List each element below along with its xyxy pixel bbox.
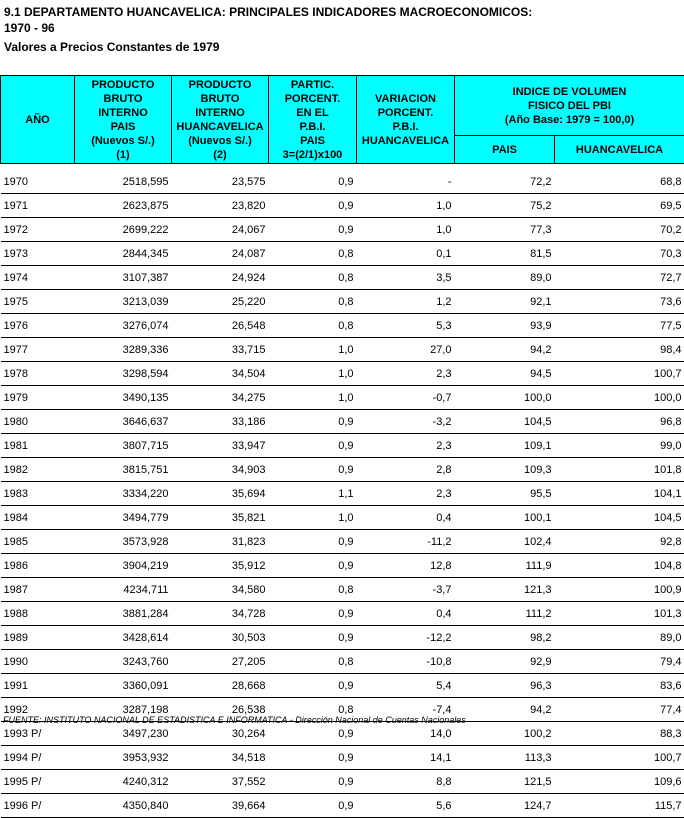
cell-pbi-pais: 3953,932	[75, 746, 172, 770]
cell-participacion: 0,9	[269, 722, 357, 746]
table-row	[1, 386, 684, 410]
cell-indice-pais: 94,2	[455, 338, 555, 362]
cell-pbi-huancavelica: 34,903	[172, 458, 269, 482]
cell-pbi-huancavelica: 35,694	[172, 482, 269, 506]
table-row	[1, 362, 684, 386]
cell-variacion: 5,4	[357, 674, 455, 698]
cell-indice-huancavelica: 88,3	[555, 722, 684, 746]
cell-variacion: 2,3	[357, 482, 455, 506]
header-line: BRUTO	[75, 92, 171, 106]
table-row	[1, 674, 684, 698]
cell-pbi-pais: 3428,614	[75, 626, 172, 650]
cell-variacion: -12,2	[357, 626, 455, 650]
cell-variacion: 12,8	[357, 554, 455, 578]
cell-pbi-huancavelica: 33,947	[172, 434, 269, 458]
cell-pbi-pais: 3289,336	[75, 338, 172, 362]
cell-pbi-pais: 2518,595	[75, 170, 172, 194]
cell-participacion: 0,9	[269, 434, 357, 458]
cell-participacion: 1,0	[269, 362, 357, 386]
cell-indice-pais: 104,5	[455, 410, 555, 434]
cell-pbi-huancavelica: 28,668	[172, 674, 269, 698]
header-pbi-pais	[75, 76, 172, 164]
cell-participacion: 0,9	[269, 746, 357, 770]
cell-year: 1994 P/	[1, 746, 75, 770]
cell-pbi-pais: 3646,637	[75, 410, 172, 434]
cell-indice-huancavelica: 100,7	[555, 746, 684, 770]
cell-pbi-huancavelica: 26,538	[172, 698, 269, 722]
cell-indice-huancavelica: 100,7	[555, 362, 684, 386]
table-row	[1, 530, 684, 554]
cell-variacion: 14,0	[357, 722, 455, 746]
header-indice-huancavelica: HUANCAVELICA	[555, 136, 684, 164]
cell-participacion: 0,9	[269, 770, 357, 794]
cell-pbi-pais: 3573,928	[75, 530, 172, 554]
cell-indice-pais: 72,2	[455, 170, 555, 194]
cell-indice-huancavelica: 100,0	[555, 386, 684, 410]
cell-variacion: -10,8	[357, 650, 455, 674]
cell-indice-pais: 93,9	[455, 314, 555, 338]
cell-indice-huancavelica: 109,6	[555, 770, 684, 794]
cell-indice-huancavelica: 83,6	[555, 674, 684, 698]
cell-variacion: -	[357, 170, 455, 194]
cell-pbi-pais: 4350,840	[75, 794, 172, 818]
cell-participacion: 0,9	[269, 626, 357, 650]
cell-variacion: 0,4	[357, 602, 455, 626]
table-row	[1, 602, 684, 626]
cell-participacion: 0,9	[269, 794, 357, 818]
cell-year: 1987	[1, 578, 75, 602]
cell-pbi-huancavelica: 37,552	[172, 770, 269, 794]
cell-indice-pais: 92,1	[455, 290, 555, 314]
cell-pbi-pais: 3490,135	[75, 386, 172, 410]
cell-participacion: 0,9	[269, 194, 357, 218]
cell-indice-huancavelica: 100,9	[555, 578, 684, 602]
cell-year: 1990	[1, 650, 75, 674]
cell-year: 1995 P/	[1, 770, 75, 794]
cell-indice-huancavelica: 101,3	[555, 602, 684, 626]
cell-indice-pais: 100,1	[455, 506, 555, 530]
cell-pbi-huancavelica: 23,575	[172, 170, 269, 194]
table-row	[1, 314, 684, 338]
cell-pbi-pais: 3213,039	[75, 290, 172, 314]
cell-participacion: 1,0	[269, 386, 357, 410]
cell-variacion: 0,1	[357, 242, 455, 266]
cell-year: 1971	[1, 194, 75, 218]
cell-indice-pais: 81,5	[455, 242, 555, 266]
header-line: PRODUCTO	[172, 78, 268, 92]
table-row	[1, 218, 684, 242]
cell-pbi-huancavelica: 24,067	[172, 218, 269, 242]
table-row	[1, 434, 684, 458]
header-year: AÑO	[1, 76, 75, 164]
header-line: INTERNO	[172, 106, 268, 120]
cell-participacion: 0,9	[269, 170, 357, 194]
header-line: (2)	[172, 148, 268, 162]
cell-participacion: 0,9	[269, 530, 357, 554]
cell-year: 1972	[1, 218, 75, 242]
cell-variacion: 0,4	[357, 506, 455, 530]
table-row	[1, 506, 684, 530]
cell-pbi-huancavelica: 35,912	[172, 554, 269, 578]
table-row	[1, 794, 684, 818]
table-row	[1, 266, 684, 290]
cell-variacion: 5,3	[357, 314, 455, 338]
table-row	[1, 722, 684, 746]
cell-pbi-huancavelica: 39,664	[172, 794, 269, 818]
header-variacion	[357, 76, 455, 164]
header-line: FISICO DEL PBI	[455, 99, 684, 113]
cell-indice-huancavelica: 89,0	[555, 626, 684, 650]
cell-variacion: -7,4	[357, 698, 455, 722]
cell-variacion: 1,0	[357, 194, 455, 218]
table-period: 1970 - 96	[4, 21, 55, 35]
cell-indice-huancavelica: 115,7	[555, 794, 684, 818]
cell-pbi-pais: 2699,222	[75, 218, 172, 242]
cell-variacion: -3,2	[357, 410, 455, 434]
cell-indice-pais: 111,2	[455, 602, 555, 626]
header-line: PARTIC.	[269, 78, 356, 92]
cell-year: 1983	[1, 482, 75, 506]
header-line: HUANCAVELICA	[172, 120, 268, 134]
cell-year: 1975	[1, 290, 75, 314]
cell-indice-pais: 113,3	[455, 746, 555, 770]
cell-indice-pais: 96,3	[455, 674, 555, 698]
source-note: FUENTE: INSTITUTO NACIONAL DE ESTADISTICA E INFORMATICA - Dirección Nacional de Cuentas Nacionales	[3, 715, 466, 725]
table-row	[1, 338, 684, 362]
table-title: 9.1 DEPARTAMENTO HUANCAVELICA: PRINCIPALES INDICADORES MACROECONOMICOS:	[4, 5, 532, 19]
cell-indice-pais: 94,2	[455, 698, 555, 722]
cell-pbi-pais: 3334,220	[75, 482, 172, 506]
cell-participacion: 0,8	[269, 266, 357, 290]
table-row	[1, 578, 684, 602]
cell-pbi-huancavelica: 34,275	[172, 386, 269, 410]
header-line: (Año Base: 1979 = 100,0)	[455, 113, 684, 127]
header-pbi-huancavelica	[172, 76, 269, 164]
cell-pbi-huancavelica: 30,503	[172, 626, 269, 650]
table-row	[1, 650, 684, 674]
cell-year: 1976	[1, 314, 75, 338]
cell-year: 1970	[1, 170, 75, 194]
cell-pbi-pais: 3497,230	[75, 722, 172, 746]
cell-indice-huancavelica: 70,3	[555, 242, 684, 266]
cell-indice-huancavelica: 70,2	[555, 218, 684, 242]
header-line: BRUTO	[172, 92, 268, 106]
cell-variacion: 2,3	[357, 362, 455, 386]
cell-year: 1973	[1, 242, 75, 266]
cell-year: 1978	[1, 362, 75, 386]
cell-indice-huancavelica: 68,8	[555, 170, 684, 194]
cell-variacion: 2,8	[357, 458, 455, 482]
cell-participacion: 0,8	[269, 290, 357, 314]
cell-pbi-pais: 3807,715	[75, 434, 172, 458]
table-row	[1, 170, 684, 194]
cell-year: 1980	[1, 410, 75, 434]
cell-variacion: 1,2	[357, 290, 455, 314]
table-row	[1, 410, 684, 434]
cell-pbi-pais: 3360,091	[75, 674, 172, 698]
cell-year: 1981	[1, 434, 75, 458]
cell-year: 1993 P/	[1, 722, 75, 746]
cell-pbi-pais: 3298,594	[75, 362, 172, 386]
cell-indice-pais: 109,3	[455, 458, 555, 482]
cell-year: 1982	[1, 458, 75, 482]
cell-pbi-pais: 3243,760	[75, 650, 172, 674]
header-line: (Nuevos S/.)	[172, 134, 268, 148]
table-row	[1, 554, 684, 578]
cell-participacion: 1,1	[269, 482, 357, 506]
cell-indice-huancavelica: 101,8	[555, 458, 684, 482]
cell-year: 1989	[1, 626, 75, 650]
header-line: (Nuevos S/.)	[75, 134, 171, 148]
cell-participacion: 0,9	[269, 674, 357, 698]
header-indice-pais: PAIS	[455, 136, 555, 164]
cell-variacion: -0,7	[357, 386, 455, 410]
cell-indice-pais: 124,7	[455, 794, 555, 818]
cell-indice-pais: 102,4	[455, 530, 555, 554]
cell-indice-pais: 98,2	[455, 626, 555, 650]
cell-participacion: 0,9	[269, 554, 357, 578]
table-row	[1, 242, 684, 266]
cell-variacion: 8,8	[357, 770, 455, 794]
cell-participacion: 1,0	[269, 338, 357, 362]
cell-indice-pais: 121,3	[455, 578, 555, 602]
cell-pbi-huancavelica: 31,823	[172, 530, 269, 554]
cell-participacion: 0,8	[269, 698, 357, 722]
cell-indice-huancavelica: 104,1	[555, 482, 684, 506]
table-row	[1, 482, 684, 506]
header-line: INDICE DE VOLUMEN	[455, 85, 684, 99]
table-header	[1, 76, 684, 164]
cell-indice-huancavelica: 69,5	[555, 194, 684, 218]
cell-indice-pais: 95,5	[455, 482, 555, 506]
cell-pbi-huancavelica: 33,186	[172, 410, 269, 434]
cell-indice-pais: 75,2	[455, 194, 555, 218]
cell-variacion: 14,1	[357, 746, 455, 770]
cell-pbi-pais: 4234,711	[75, 578, 172, 602]
cell-pbi-pais: 2844,345	[75, 242, 172, 266]
cell-pbi-huancavelica: 24,087	[172, 242, 269, 266]
cell-variacion: 5,6	[357, 794, 455, 818]
table-row	[1, 290, 684, 314]
cell-year: 1974	[1, 266, 75, 290]
table-subtitle: Valores a Precios Constantes de 1979	[4, 40, 219, 54]
cell-pbi-huancavelica: 35,821	[172, 506, 269, 530]
cell-pbi-pais: 3276,074	[75, 314, 172, 338]
cell-pbi-huancavelica: 26,548	[172, 314, 269, 338]
header-line: 3=(2/1)x100	[269, 148, 356, 162]
header-line: PORCENT.	[357, 106, 454, 120]
cell-indice-huancavelica: 73,6	[555, 290, 684, 314]
cell-pbi-huancavelica: 33,715	[172, 338, 269, 362]
cell-year: 1996 P/	[1, 794, 75, 818]
cell-indice-huancavelica: 98,4	[555, 338, 684, 362]
cell-pbi-huancavelica: 34,728	[172, 602, 269, 626]
header-line: (1)	[75, 148, 171, 162]
cell-indice-pais: 100,0	[455, 386, 555, 410]
cell-participacion: 0,8	[269, 650, 357, 674]
cell-variacion: 3,5	[357, 266, 455, 290]
cell-pbi-pais: 3815,751	[75, 458, 172, 482]
cell-indice-pais: 77,3	[455, 218, 555, 242]
cell-indice-huancavelica: 104,8	[555, 554, 684, 578]
table-row	[1, 626, 684, 650]
cell-year: 1991	[1, 674, 75, 698]
cell-pbi-huancavelica: 27,205	[172, 650, 269, 674]
table-row	[1, 770, 684, 794]
header-line: PAIS	[269, 134, 356, 148]
cell-year: 1988	[1, 602, 75, 626]
table-row	[1, 746, 684, 770]
header-line: PAIS	[75, 120, 171, 134]
cell-indice-huancavelica: 96,8	[555, 410, 684, 434]
cell-year: 1979	[1, 386, 75, 410]
cell-indice-huancavelica: 92,8	[555, 530, 684, 554]
header-line: PORCENT.	[269, 92, 356, 106]
header-line: VARIACION	[357, 92, 454, 106]
header-line: P.B.I.	[269, 120, 356, 134]
cell-pbi-pais: 2623,875	[75, 194, 172, 218]
cell-indice-huancavelica: 77,4	[555, 698, 684, 722]
cell-pbi-huancavelica: 24,924	[172, 266, 269, 290]
cell-pbi-pais: 3287,198	[75, 698, 172, 722]
cell-variacion: 1,0	[357, 218, 455, 242]
cell-participacion: 0,9	[269, 218, 357, 242]
cell-indice-huancavelica: 99,0	[555, 434, 684, 458]
cell-indice-pais: 121,5	[455, 770, 555, 794]
cell-pbi-pais: 3107,387	[75, 266, 172, 290]
cell-pbi-huancavelica: 34,518	[172, 746, 269, 770]
cell-year: 1977	[1, 338, 75, 362]
cell-indice-pais: 92,9	[455, 650, 555, 674]
cell-indice-pais: 111,9	[455, 554, 555, 578]
cell-participacion: 0,9	[269, 458, 357, 482]
cell-indice-pais: 89,0	[455, 266, 555, 290]
table-row	[1, 458, 684, 482]
table-row	[1, 194, 684, 218]
cell-indice-huancavelica: 72,7	[555, 266, 684, 290]
cell-pbi-huancavelica: 30,264	[172, 722, 269, 746]
cell-pbi-pais: 4240,312	[75, 770, 172, 794]
cell-year: 1985	[1, 530, 75, 554]
header-line: HUANCAVELICA	[357, 134, 454, 148]
cell-pbi-pais: 3494,779	[75, 506, 172, 530]
cell-indice-pais: 109,1	[455, 434, 555, 458]
cell-variacion: -3,7	[357, 578, 455, 602]
cell-variacion: 2,3	[357, 434, 455, 458]
cell-participacion: 0,8	[269, 578, 357, 602]
cell-pbi-huancavelica: 34,504	[172, 362, 269, 386]
cell-pbi-huancavelica: 34,580	[172, 578, 269, 602]
cell-year: 1984	[1, 506, 75, 530]
cell-indice-pais: 100,2	[455, 722, 555, 746]
cell-pbi-pais: 3881,284	[75, 602, 172, 626]
cell-variacion: -11,2	[357, 530, 455, 554]
cell-participacion: 0,9	[269, 410, 357, 434]
cell-indice-huancavelica: 77,5	[555, 314, 684, 338]
cell-indice-huancavelica: 104,5	[555, 506, 684, 530]
header-line: EN EL	[269, 106, 356, 120]
cell-indice-pais: 94,5	[455, 362, 555, 386]
header-line: INTERNO	[75, 106, 171, 120]
header-line: PRODUCTO	[75, 78, 171, 92]
cell-pbi-huancavelica: 23,820	[172, 194, 269, 218]
cell-participacion: 0,8	[269, 242, 357, 266]
header-indice-volumen	[455, 76, 684, 136]
header-participacion	[269, 76, 357, 164]
cell-participacion: 0,9	[269, 602, 357, 626]
header-line: P.B.I.	[357, 120, 454, 134]
cell-year: 1986	[1, 554, 75, 578]
cell-year: 1992	[1, 698, 75, 722]
indicators-table	[0, 75, 684, 818]
cell-pbi-huancavelica: 25,220	[172, 290, 269, 314]
cell-indice-huancavelica: 79,4	[555, 650, 684, 674]
cell-pbi-pais: 3904,219	[75, 554, 172, 578]
cell-variacion: 27,0	[357, 338, 455, 362]
cell-participacion: 1,0	[269, 506, 357, 530]
cell-participacion: 0,8	[269, 314, 357, 338]
